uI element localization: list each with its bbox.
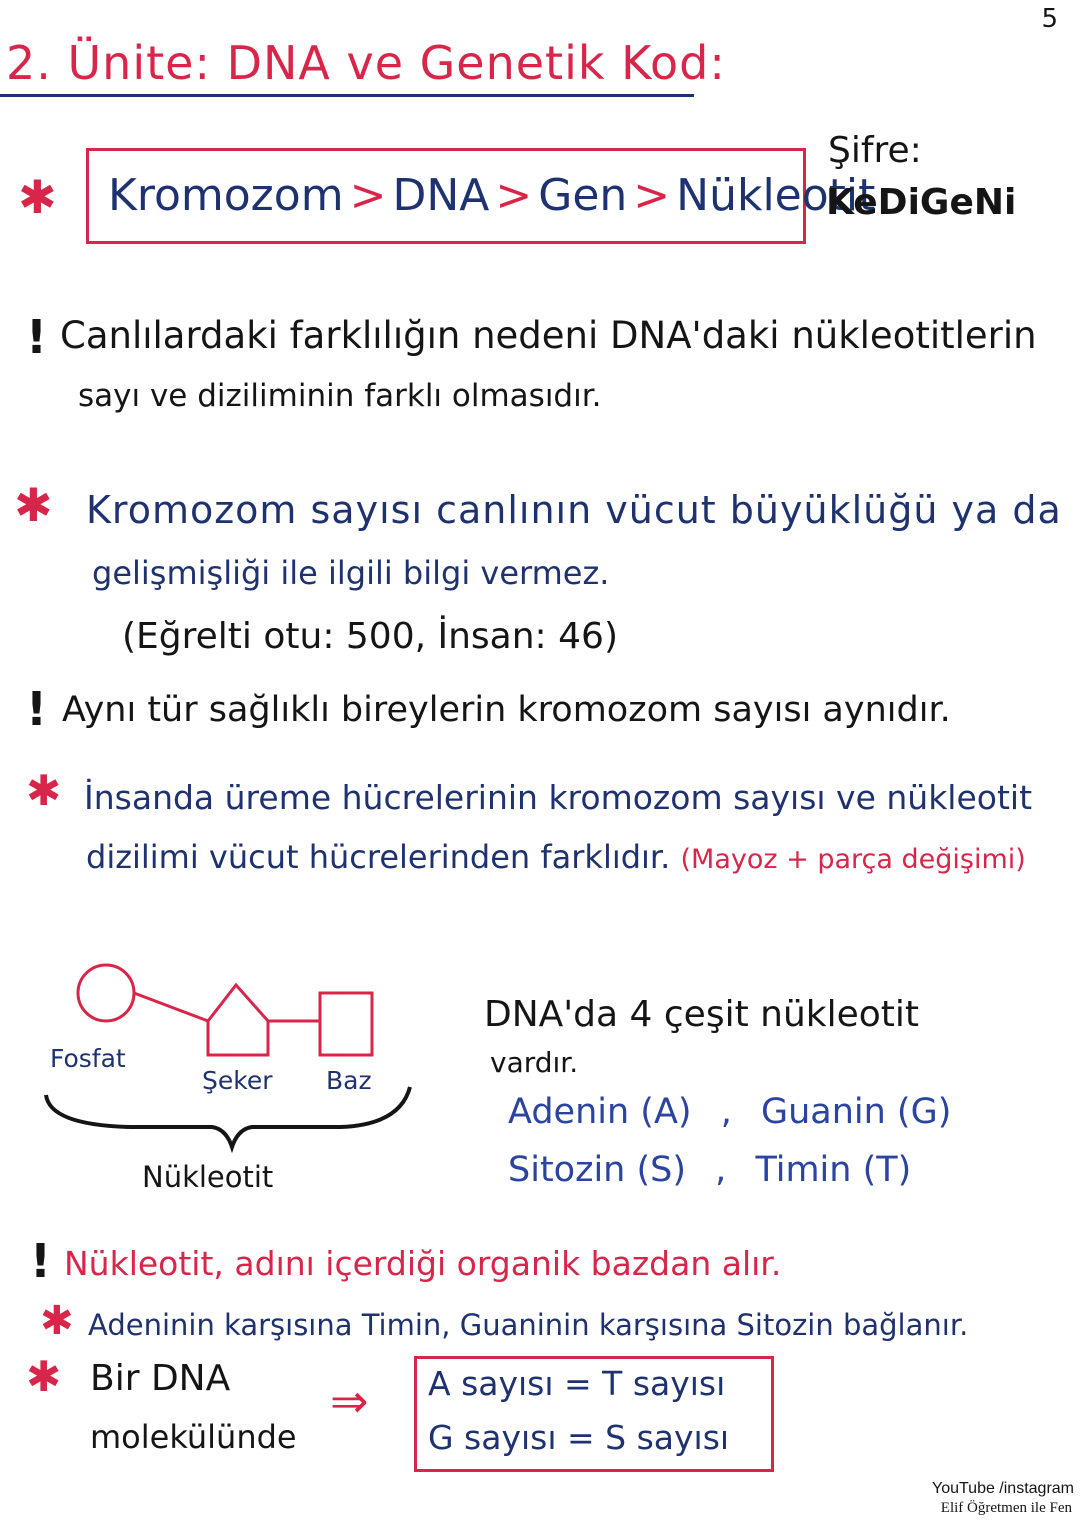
base-label: Baz [326,1066,372,1095]
nucleotide-row-2 [508,1150,911,1190]
molecule-line-1: Bir DNA [90,1358,231,1399]
exclamation-icon: ! [26,310,47,364]
sugar-shape [208,985,268,1055]
equation-g-s: G sayısı = S sayısı [428,1418,730,1457]
hierarchy-part: Gen [538,170,628,221]
equation-a-t: A sayısı = T sayısı [428,1364,726,1403]
fact-4-line-2 [86,838,1026,876]
hierarchy-chain [108,170,875,221]
base-shape [320,993,372,1055]
phosphate-sugar-bond [134,993,208,1021]
hierarchy-part: Kromozom [108,170,344,221]
fact-1-line-2: sayı ve diziliminin farklı olmasıdır. [78,378,602,414]
credit-line-2: Elif Öğretmen ile Fen [940,1500,1072,1516]
rule-1: Nükleotit, adını içerdiği organik bazdan alır. [64,1244,782,1283]
exclamation-icon: ! [26,682,47,736]
star-icon: ✱ [26,1352,62,1401]
implies-arrow-icon: ⇒ [330,1374,369,1428]
brace-shape [46,1087,410,1147]
star-icon: ✱ [26,766,62,815]
fact-2-line-2: gelişmişliği ile ilgili bilgi vermez. [92,554,610,592]
molecule-line-2: molekülünde [90,1418,297,1456]
title-underline [0,94,694,97]
comma: , [715,1150,727,1190]
nucleotide-caption: Nükleotit [142,1160,274,1194]
fact-4-line-1: İnsanda üreme hücrelerinin kromozom sayısı ve nükleotit [84,778,1033,817]
sugar-label: Şeker [202,1066,273,1095]
cipher-label: Şifre: [828,130,922,171]
page-title: 2. Ünite: DNA ve Genetik Kod: [6,36,726,90]
credit-line-1: YouTube /instagram [931,1480,1074,1497]
fact-3-line-1: Aynı tür sağlıklı bireylerin kromozom sayısı aynıdır. [62,690,951,730]
phosphate-label: Fosfat [50,1044,126,1073]
nucleotide-row-1 [508,1092,951,1132]
cytosine: Sitozin (S) [508,1150,687,1190]
fact-4-line-2-text: dizilimi vücut hücrelerinden farklıdır. [86,838,671,876]
page-number: 5 [1041,4,1058,34]
star-icon: ✱ [40,1298,74,1344]
greater-than-icon: > [349,170,387,221]
thymine: Timin (T) [755,1150,912,1190]
star-icon: ✱ [14,478,53,532]
fact-2-line-3: (Eğrelti otu: 500, İnsan: 46) [122,616,618,657]
guanine: Guanin (G) [760,1092,952,1132]
fact-1-line-1: Canlılardaki farklılığın nedeni DNA'daki nükleotitlerin [60,314,1037,357]
hierarchy-part: DNA [392,170,490,221]
phosphate-shape [78,965,134,1021]
star-icon: ✱ [18,170,57,224]
rule-2: Adeninin karşısına Timin, Guaninin karşısına Sitozin bağlanır. [88,1308,969,1342]
fact-2-line-1: Kromozom sayısı canlının vücut büyüklüğü ya da [86,488,1062,532]
cipher-value: KeDiGeNi [826,182,1017,223]
greater-than-icon: > [633,170,671,221]
fact-4-note: (Mayoz + parça değişimi) [680,844,1026,875]
hierarchy-part: Nükleotit [676,170,876,221]
comma: , [720,1092,732,1132]
greater-than-icon: > [495,170,533,221]
nucleotide-intro-line-2: vardır. [490,1046,579,1079]
nucleotide-intro-line-1: DNA'da 4 çeşit nükleotit [484,994,920,1035]
adenine: Adenin (A) [508,1092,692,1132]
exclamation-icon: ! [30,1234,51,1288]
